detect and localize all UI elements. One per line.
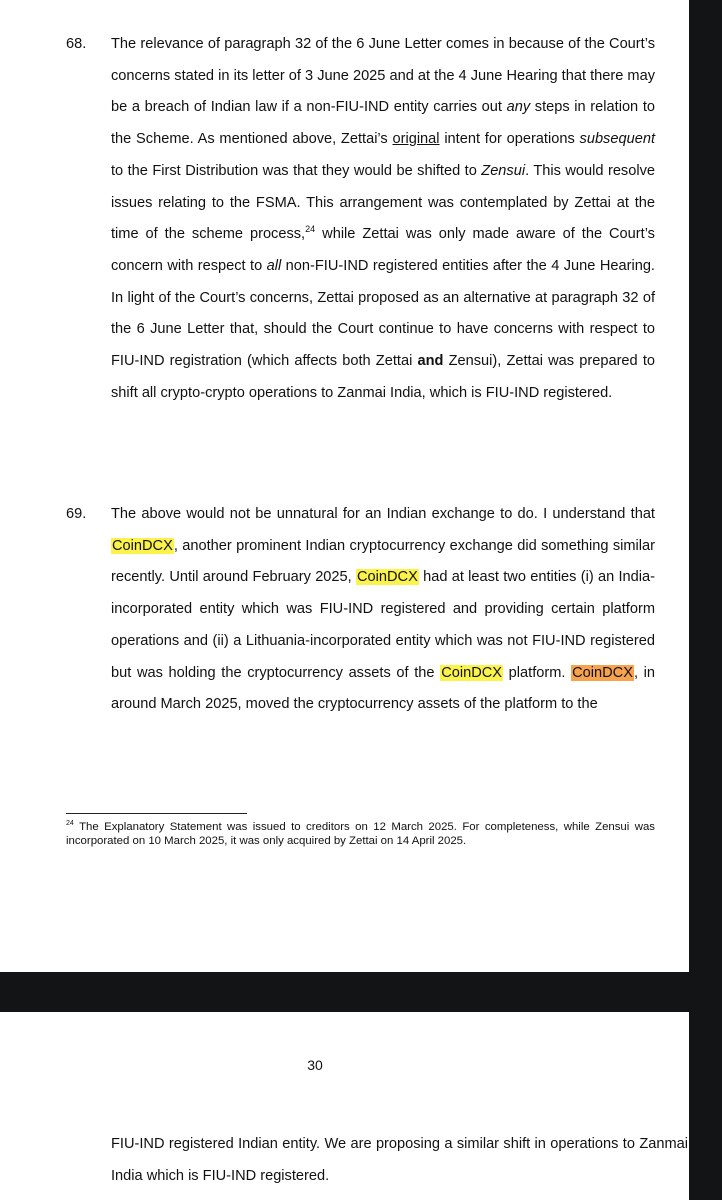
page-number: 30 (307, 1057, 323, 1073)
viewer-gutter (689, 0, 722, 972)
highlight-coindcx: CoinDCX (112, 537, 173, 554)
paragraph-68 (66, 29, 655, 409)
footnote-reference[interactable]: 24 (305, 224, 316, 235)
paragraph-number: 69. (66, 506, 87, 522)
footnote-divider (66, 813, 247, 814)
paragraph-text: The relevance of paragraph 32 of the 6 June Letter comes in because of the Court’s concerns stated in its letter of 3 June 2025 and at the 4 June Hearing that there may be a breach of Indian law if a non-FIU-IND entity carries out any steps in relation to the Scheme. As mentioned above, Zettai’s original intent for operations subsequent to the First Distribution was that they would be shifted to Zensui. This would resolve issues relating to the FSMA. This arrangement was contemplated by Zettai at the time of the scheme process,$^{24}$ while Zettai was only made aware of the Court’s concern with respect to all non-FIU-IND registered entities after the 4 June Hearing. In light of the Court’s concerns, Zettai proposed as an alternative at paragraph 32 of the 6 June Letter that, should the Court continue to have concerns with respect to FIU-IND registration (which affects both Zettai and Zensui), Zettai was prepared to shift all crypto-crypto operations to Zanmai India, which is FIU-IND registered. (111, 36, 656, 401)
paragraph-number: 68. (66, 36, 87, 52)
paragraph-69-continuation: FIU-IND registered Indian entity. We are proposing a similar shift in operations to Zanmai India which is FIU-IND registered. (111, 1136, 688, 1184)
paragraph-69 (66, 499, 655, 721)
highlight-coindcx-active: CoinDCX (572, 664, 633, 681)
footnote-marker: 24 (66, 820, 74, 828)
paragraph-text: The above would not be unnatural for an Indian exchange to do. I understand that CoinDCX, another prominent Indian cryptocurrency exchange did something similar recently. Until around February 2025, CoinDCX had at least two entities (i) an India-incorporated entity which was FIU-IND registered and providing certain platform operations and (ii) a Lithuania-incorporated entity which was not FIU-IND registered but was holding the cryptocurrency assets of the CoinDCX platform. CoinDCX, in around March 2025, moved the cryptocurrency assets of the platform to the (111, 506, 656, 713)
highlight-coindcx: CoinDCX (356, 569, 418, 586)
highlight-coindcx: CoinDCX (441, 664, 503, 681)
footnote: $^{24}$ The Explanatory Statement was issued to creditors on 12 March 2025. For completeness, while Zensui was incorporated on 10 March 2025, it was only acquired by Zettai on 14 April 2025. (66, 820, 655, 847)
